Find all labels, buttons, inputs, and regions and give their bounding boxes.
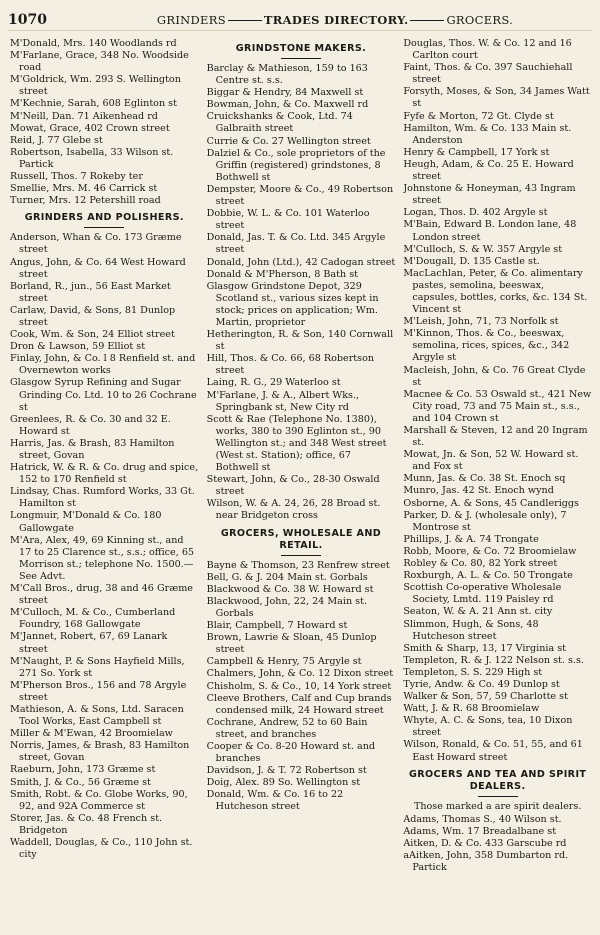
directory-entry: Laing, R. G., 29 Waterloo st bbox=[206, 377, 341, 389]
directory-entry: Blackwood & Co. 38 W. Howard st bbox=[206, 583, 374, 595]
directory-entry: Donald, Jas. T. & Co. Ltd. 345 Argyle street bbox=[206, 232, 386, 256]
directory-entry: M'Naught, P. & Sons Hayfield Mills, 271 So. York st bbox=[10, 655, 185, 679]
directory-entry: Hetherington, R. & Son, 140 Cornwall st bbox=[206, 329, 394, 353]
directory-entry: Bayne & Thomson, 23 Renfrew street bbox=[206, 559, 390, 571]
directory-entry: Finlay, John, & Co. l 8 Renfield st. and Overnewton works bbox=[10, 353, 196, 377]
section-heading: GROCERS, WHOLESALE AND RETAIL. bbox=[220, 527, 382, 551]
section-rule bbox=[281, 555, 321, 556]
directory-entry: Donald, Wm. & Co. 16 to 22 Hutcheson street bbox=[206, 789, 344, 813]
directory-entry: MacLachlan, Peter, & Co. alimentary pastes, semolina, beeswax, capsules, bottles, corks, &c. 134 St. Vincent st bbox=[403, 267, 588, 316]
directory-entry: Dalziel & Co., sole proprietors of the Griffin (registered) grindstones, 8 Bothwell st bbox=[206, 147, 386, 183]
directory-entry: Hatrick, W. & R. & Co. drug and spice, 152 to 170 Renfield st bbox=[10, 462, 199, 486]
directory-entry: Johnstone & Honeyman, 43 Ingram street bbox=[403, 183, 576, 207]
directory-entry: Cleeve Brothers, Calf and Cup brands condensed milk, 24 Howard street bbox=[206, 692, 392, 716]
directory-entry: Forsyth, Moses, & Son, 34 James Watt st bbox=[403, 86, 590, 110]
header-left-word: GRINDERS bbox=[156, 13, 226, 27]
directory-entry: Glasgow Grindstone Depot, 329 Scotland st., various sizes kept in stock; prices on application; Wm. Martin, proprietor bbox=[206, 280, 379, 328]
directory-entry: Chalmers, John, & Co. 12 Dixon street bbox=[206, 668, 394, 680]
directory-entry: Chisholm, S. & Co., 10, 14 York street bbox=[206, 680, 392, 692]
directory-entry: Osborne, A. & Sons, 45 Candleriggs bbox=[403, 497, 579, 509]
directory-entry: Henry & Campbell, 17 York st bbox=[403, 146, 550, 158]
directory-entry: Aitken, D. & Co. 433 Garscube rd bbox=[403, 837, 567, 849]
directory-entry: Greenlees, R. & Co. 30 and 32 E. Howard st bbox=[10, 413, 171, 437]
directory-entry: Blair, Campbell, 7 Howard st bbox=[206, 620, 348, 632]
directory-entry: Roxburgh, A. L. & Co. 50 Trongate bbox=[403, 570, 573, 582]
directory-entry: Carlaw, David, & Sons, 81 Dunlop street bbox=[10, 304, 176, 328]
directory-entry: M'Farlane, Grace, 348 No. Woodside road bbox=[10, 50, 189, 74]
directory-entry: Stewart, John, & Co., 28-30 Oswald street bbox=[206, 474, 380, 498]
directory-entry: Munn, Jas. & Co. 38 St. Enoch sq bbox=[403, 473, 566, 485]
directory-entry: Campbell & Henry, 75 Argyle st bbox=[206, 656, 362, 668]
directory-entry: Logan, Thos. D. 402 Argyle st bbox=[403, 207, 548, 219]
directory-entry: Douglas, Thos. W. & Co. 12 and 16 Carlton court bbox=[403, 38, 572, 62]
directory-entry: Slimmon, Hugh, & Sons, 48 Hutcheson street bbox=[403, 618, 539, 642]
directory-entry: Smith, J. & Co., 56 Græme st bbox=[10, 776, 151, 788]
directory-entry: Anderson, Whan & Co. 173 Græme street bbox=[10, 232, 182, 256]
directory-entry: Scottish Co-operative Wholesale Society, Lmtd. 119 Paisley rd bbox=[403, 582, 562, 606]
section-heading: GROCERS AND TEA AND SPIRIT DEALERS. bbox=[408, 768, 587, 792]
section-rule bbox=[281, 58, 321, 59]
directory-entry: Watt, J. & R. 68 Broomielaw bbox=[403, 703, 540, 715]
directory-entry: Biggar & Hendry, 84 Maxwell st bbox=[206, 87, 364, 99]
directory-entry: Mowat, Grace, 402 Crown street bbox=[10, 122, 170, 134]
directory-entry: Bell, G. & J. 204 Main st. Gorbals bbox=[206, 571, 368, 583]
directory-entry: Mathieson, A. & Sons, Ltd. Saracen Tool Works, East Campbell st bbox=[10, 703, 184, 728]
header-right-word: GROCERS. bbox=[446, 13, 514, 27]
directory-entry: M'Jannet, Robert, 67, 69 Lanark street bbox=[10, 631, 168, 655]
directory-entry: Storer, Jas. & Co. 48 French st. Bridgeton bbox=[10, 812, 163, 836]
directory-entry: Barclay & Mathieson, 159 to 163 Centre st. s.s. bbox=[206, 63, 368, 87]
directory-entry: Mowat, Jn. & Son, 52 W. Howard st. and Fox st bbox=[403, 449, 579, 473]
section-note: Those marked a are spirit dealers. bbox=[413, 800, 582, 812]
directory-entry: M'Culloch, S. & W. 357 Argyle st bbox=[403, 243, 563, 255]
directory-entry: Munro, Jas. 42 St. Enoch wynd bbox=[403, 485, 554, 497]
directory-entry: Smellie, Mrs. M. 46 Carrick st bbox=[10, 183, 158, 195]
header-center-title: TRADES DIRECTORY. bbox=[263, 13, 409, 27]
directory-entry: M'Dougall, D. 135 Castle st. bbox=[403, 255, 540, 267]
page-number: 1070 bbox=[8, 12, 47, 28]
header-dash-right bbox=[410, 20, 444, 21]
directory-entry: Walker & Son, 57, 59 Charlotte st bbox=[403, 691, 568, 703]
directory-entry: M'Ara, Alex, 49, 69 Kinning st., and 17 to 25 Clarence st., s.s.; office, 65 Morrison st.; telephone No. 1500.—See Advt. bbox=[10, 534, 195, 582]
directory-entry: Fyfe & Morton, 72 Gt. Clyde st bbox=[403, 110, 554, 122]
directory-entry: Faint, Thos. & Co. 397 Sauchiehall street bbox=[403, 62, 573, 86]
directory-entry: Parker, D. & J. (wholesale only), 7 Montrose st bbox=[403, 509, 567, 533]
directory-entry: Adams, Wm. 17 Breadalbane st bbox=[403, 825, 557, 837]
directory-entry: Templeton, R. & J. 122 Nelson st. s.s. bbox=[403, 654, 584, 666]
directory-entry: Dron & Lawson, 59 Elliot st bbox=[10, 341, 146, 353]
directory-entry: Russell, Thos. 7 Rokeby ter bbox=[10, 171, 143, 183]
directory-entry: M'Neill, Dan. 71 Aikenhead rd bbox=[10, 110, 158, 122]
directory-entry: Donald & M'Pherson, 8 Bath st bbox=[206, 268, 358, 280]
directory-entry: Whyte, A. C. & Sons, tea, 10 Dixon street bbox=[403, 715, 573, 739]
directory-entry: Wilson, Ronald, & Co. 51, 55, and 61 East Howard street bbox=[403, 739, 583, 763]
directory-entry: M'Kinnon, Thos. & Co., beeswax, semolina, rices, spices, &c., 342 Argyle st bbox=[403, 328, 570, 364]
directory-entry: Hamilton, Wm. & Co. 133 Main st. Anderston bbox=[403, 122, 572, 146]
directory-column bbox=[10, 38, 199, 927]
directory-entry: Hill, Thos. & Co. 66, 68 Robertson street bbox=[206, 353, 375, 377]
directory-entry: Smith & Sharp, 13, 17 Virginia st bbox=[403, 642, 567, 654]
directory-entry: Harris, Jas. & Brash, 83 Hamilton street, Govan bbox=[10, 437, 175, 461]
directory-entry: M'Goldrick, Wm. 293 S. Wellington street bbox=[10, 74, 181, 98]
directory-entry: Robb, Moore, & Co. 72 Broomielaw bbox=[403, 545, 577, 557]
section-heading: GRINDERS AND POLISHERS. bbox=[24, 212, 184, 224]
running-header bbox=[8, 10, 592, 31]
directory-entry: M'Leish, John, 71, 73 Norfolk st bbox=[403, 316, 559, 328]
directory-entry: Tyrie, Andw. & Co. 49 Dunlop st bbox=[403, 678, 560, 690]
directory-entry: Bowman, John, & Co. Maxwell rd bbox=[206, 99, 369, 111]
directory-entry: Wilson, W. & A. 24, 26, 28 Broad st. near Bridgeton cross bbox=[206, 498, 381, 522]
directory-entry: Robley & Co. 80, 82 York street bbox=[403, 558, 558, 570]
directory-entry: Miller & M'Ewan, 42 Broomielaw bbox=[10, 728, 173, 740]
directory-entry: Scott & Rae (Telephone No. 1380), works, 380 to 390 Eglinton st., 90 Wellington st.; and 348 West street (West st. Station); office, 67 Bothwell st bbox=[206, 413, 387, 474]
directory-entry: Raeburn, John, 173 Græme st bbox=[10, 764, 156, 776]
directory-entry: aAitken, John, 358 Dumbarton rd. Partick bbox=[403, 849, 569, 873]
running-title bbox=[78, 13, 592, 27]
header-dash-left bbox=[228, 20, 262, 21]
directory-entry: Seaton, W. & A. 21 Ann st. city bbox=[403, 606, 553, 618]
directory-entry: Smith, Robt. & Co. Globe Works, 90, 92, and 92A Commerce st bbox=[10, 788, 188, 812]
directory-entry: Donald, John (Ltd.), 42 Cadogan street bbox=[206, 256, 396, 268]
directory-entry: Angus, John, & Co. 64 West Howard street bbox=[10, 256, 186, 280]
directory-entry: Borland, R., jun., 56 East Market street bbox=[10, 280, 171, 304]
directory-entry: Cook, Wm. & Son, 24 Elliot street bbox=[10, 329, 175, 341]
directory-entry: Adams, Thomas S., 40 Wilson st. bbox=[403, 813, 562, 825]
directory-entry: M'Farlane, J. & A., Albert Wks., Springbank st, New City rd bbox=[206, 389, 360, 413]
directory-entry: Glasgow Syrup Refining and Sugar Grinding Co. Ltd. 10 to 26 Cochrane st bbox=[10, 377, 197, 413]
section-rule bbox=[478, 796, 518, 797]
directory-entry: M'Call Bros., drug, 38 and 46 Græme street bbox=[10, 583, 193, 607]
directory-entry: Heugh, Adam, & Co. 25 E. Howard street bbox=[403, 158, 574, 183]
directory-entry: Dobbie, W. L. & Co. 101 Waterloo street bbox=[206, 208, 370, 232]
directory-entry: Templeton, S. S. 229 High st bbox=[403, 666, 543, 678]
directory-column bbox=[207, 38, 396, 927]
directory-entry: Reid, J. 77 Glebe st bbox=[10, 134, 103, 146]
directory-entry: Macnee & Co. 53 Oswald st., 421 New City road, 73 and 75 Main st., s.s., and 104 Crown st bbox=[403, 388, 592, 424]
directory-entry: Currie & Co. 27 Wellington street bbox=[206, 135, 371, 147]
directory-entry: M'Donald, Mrs. 140 Woodlands rd bbox=[10, 38, 177, 49]
section-heading: GRINDSTONE MAKERS. bbox=[235, 43, 367, 54]
directory-entry: Phillips, J. & A. 74 Trongate bbox=[403, 533, 539, 545]
directory-entry: Turner, Mrs. 12 Petershill road bbox=[10, 195, 161, 207]
directory-entry: Dempster, Moore & Co., 49 Robertson street bbox=[206, 183, 394, 208]
directory-entry: M'Bain, Edward B. London lane, 48 London street bbox=[403, 219, 577, 243]
directory-entry: Marshall & Steven, 12 and 20 Ingram st. bbox=[403, 425, 588, 449]
directory-entry: M'Kechnie, Sarah, 608 Eglinton st bbox=[10, 98, 177, 110]
directory-entry: Waddell, Douglas, & Co., 110 John st. city bbox=[10, 837, 193, 861]
directory-entry: Macleish, John, & Co. 76 Great Clyde st bbox=[403, 364, 586, 388]
directory-column bbox=[403, 38, 592, 927]
directory-columns bbox=[10, 38, 592, 927]
directory-entry: Brown, Lawrie & Sloan, 45 Dunlop street bbox=[206, 632, 377, 656]
directory-entry: M'Culloch, M. & Co., Cumberland Foundry, 168 Gallowgate bbox=[10, 607, 176, 631]
directory-entry: M'Pherson Bros., 156 and 78 Argyle street bbox=[10, 679, 187, 703]
directory-entry: Cooper & Co. 8-20 Howard st. and branches bbox=[206, 740, 376, 765]
directory-entry: Longmuir, M'Donald & Co. 180 Gallowgate bbox=[10, 510, 162, 534]
directory-entry: Norris, James, & Brash, 83 Hamilton street, Govan bbox=[10, 740, 190, 764]
section-rule bbox=[84, 227, 124, 228]
directory-entry: Lindsay, Chas. Rumford Works, 33 Gt. Hamilton st bbox=[10, 486, 195, 510]
directory-entry: Robertson, Isabella, 33 Wilson st. Partick bbox=[10, 146, 174, 170]
directory-entry: Davidson, J. & T. 72 Robertson st bbox=[206, 765, 367, 777]
directory-entry: Doig, Alex. 89 So. Wellington st bbox=[206, 777, 361, 789]
directory-entry: Cochrane, Andrew, 52 to 60 Bain street, and branches bbox=[206, 716, 368, 740]
directory-entry: Blackwood, John, 22, 24 Main st. Gorbals bbox=[206, 595, 367, 619]
directory-entry: Cruickshanks & Cook, Ltd. 74 Galbraith street bbox=[206, 111, 353, 135]
